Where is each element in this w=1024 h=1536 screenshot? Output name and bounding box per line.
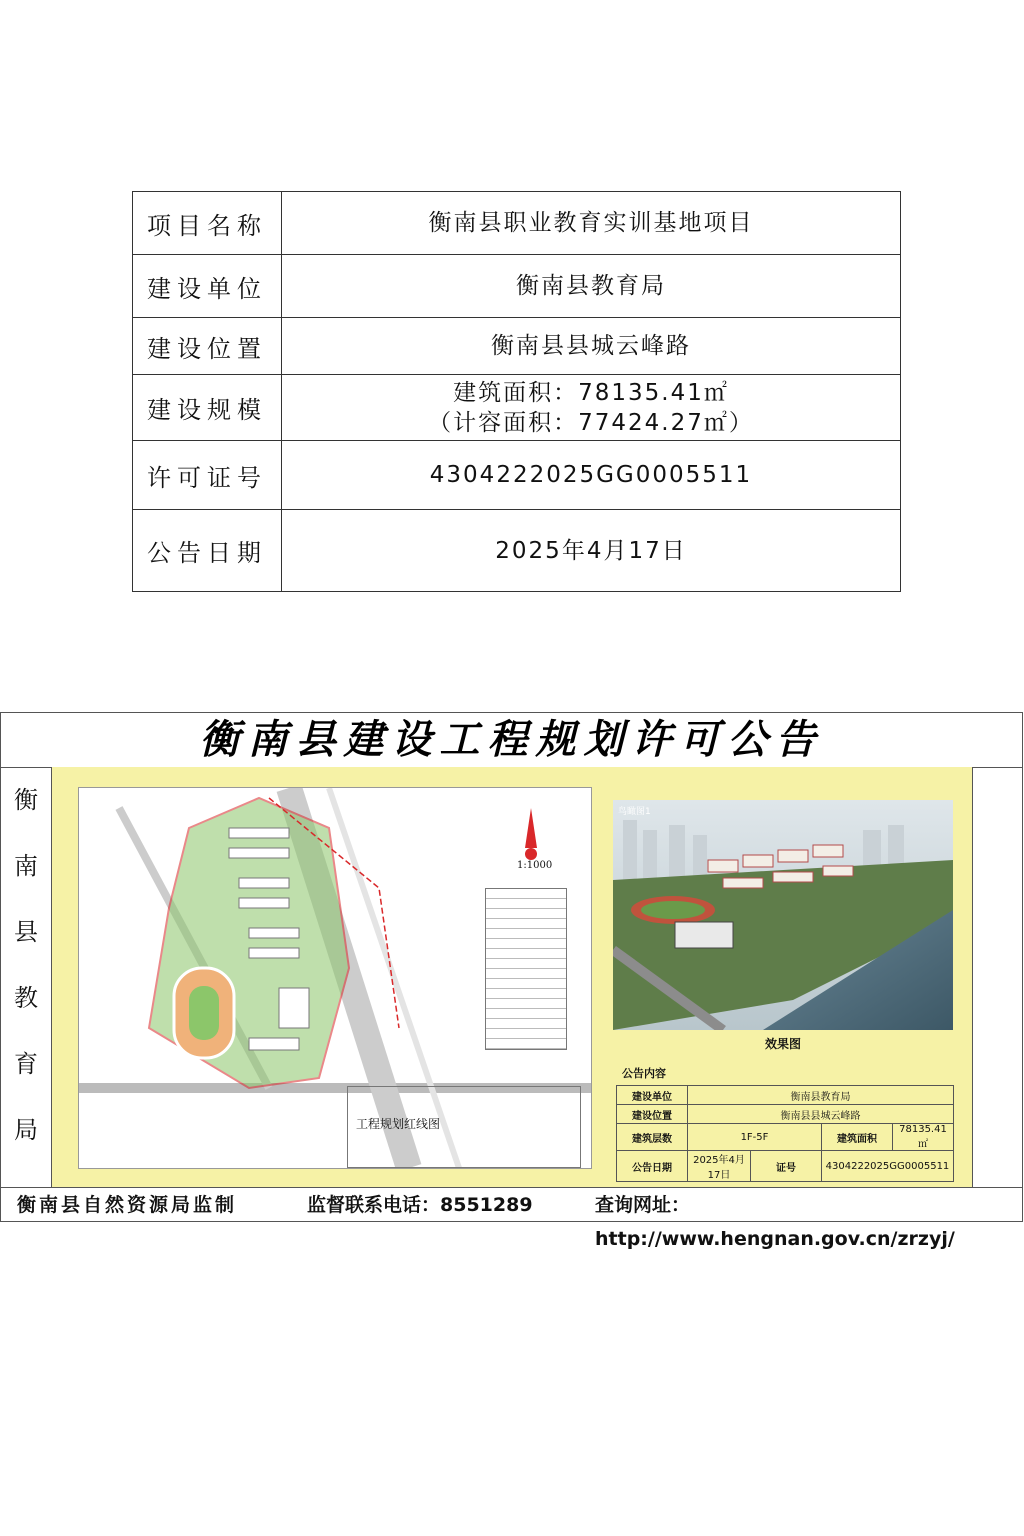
notice-floors: 1F-5F [688,1124,822,1151]
value-project-name: 衡南县职业教育实训基地项目 [282,192,901,255]
side-issuer-column [1,767,52,1187]
notice-cert: 4304222025GG0005511 [821,1151,953,1182]
value-notice-date: 2025年4月17日 [282,510,901,592]
label-permit-no: 许可证号 [133,441,282,510]
notice-location: 衡南县县城云峰路 [688,1105,954,1124]
side-char: 局 [14,1116,38,1144]
notice-build-unit: 衡南县教育局 [688,1086,954,1105]
notice-area: 78135.41㎡ [892,1124,953,1151]
board-content-panel [52,767,972,1187]
label-project-name: 项目名称 [133,192,282,255]
side-char: 教 [14,984,38,1012]
technical-index-table [485,888,567,1050]
right-margin-strip [972,767,1023,1187]
value-scale [282,375,901,441]
notice-floors-label: 建筑层数 [617,1124,688,1151]
map-title: 工程规划红线图 [356,1117,441,1131]
notice-build-unit-label: 建设单位 [617,1086,688,1105]
board-footer [1,1187,1022,1250]
label-location: 建设位置 [133,318,282,375]
notice-content-heading: 公告内容 [622,1067,666,1080]
notice-location-label: 建设位置 [617,1105,688,1124]
footer-supervisor: 衡南县自然资源局监制 [17,1194,238,1216]
value-location: 衡南县县城云峰路 [282,318,901,375]
value-plot-area: （计容面积：77424.27㎡） [428,409,754,436]
redline-map [78,787,592,1169]
value-build-unit: 衡南县教育局 [282,255,901,318]
label-notice-date: 公告日期 [133,510,282,592]
value-building-area: 建筑面积：78135.41㎡ [453,379,729,406]
footer-url: 查询网址：http://www.hengnan.gov.cn/zrzyj/ [595,1194,955,1250]
notice-content-table [616,1085,954,1182]
footer-phone: 监督联系电话：8551289 [307,1194,533,1216]
map-scale: 1:1000 [517,860,553,871]
notice-board [0,712,1023,1250]
side-char: 育 [14,1050,38,1078]
render-tag: 鸟瞰图1 [618,807,651,817]
map-title-block [347,1086,581,1168]
label-build-unit: 建设单位 [133,255,282,318]
notice-area-label: 建筑面积 [821,1124,892,1151]
side-char: 南 [14,852,38,880]
render-caption: 效果图 [764,1037,801,1051]
label-scale: 建设规模 [133,375,282,441]
notice-date: 2025年4月17日 [688,1151,751,1182]
side-char: 衡 [14,786,38,814]
notice-date-label: 公告日期 [617,1151,688,1182]
project-info-table [132,191,901,592]
aerial-rendering-image [613,800,953,1030]
notice-cert-label: 证号 [750,1151,821,1182]
side-char: 县 [14,918,38,946]
board-title: 衡南县建设工程规划许可公告 [1,713,1022,768]
value-permit-no: 4304222025GG0005511 [282,441,901,510]
